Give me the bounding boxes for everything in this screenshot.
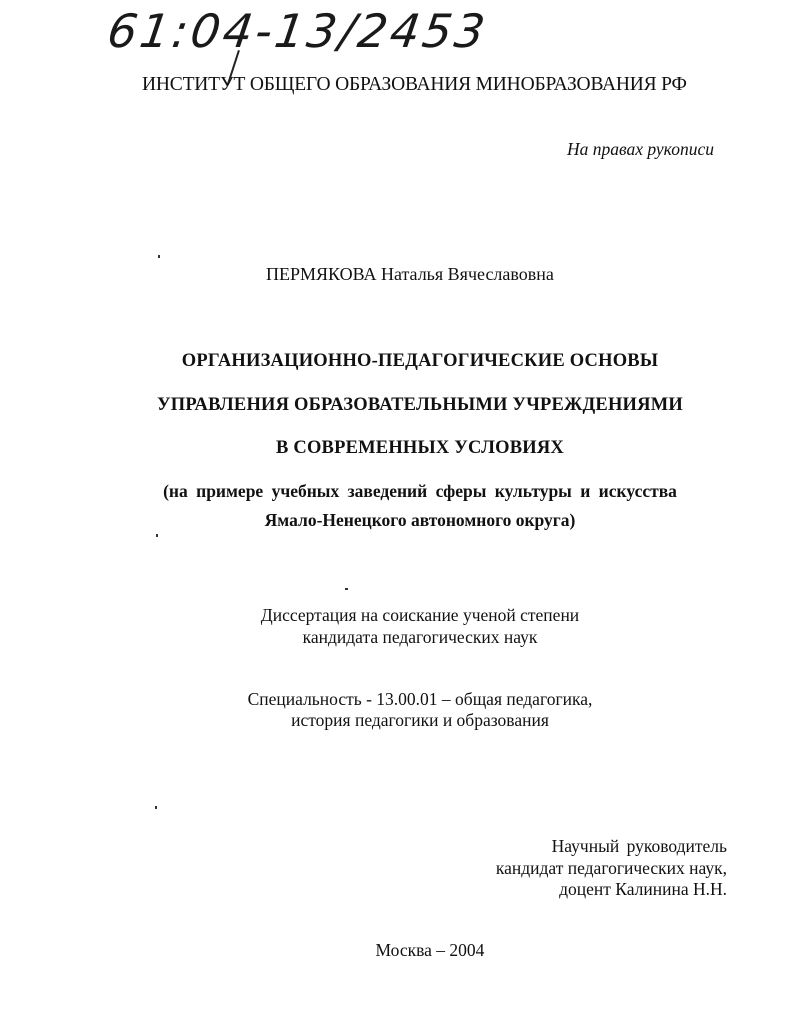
- thesis-title-line-3: В СОВРЕМЕННЫХ УСЛОВИЯХ: [276, 438, 564, 458]
- degree-line-2: кандидата педагогических наук: [302, 627, 538, 647]
- thesis-subtitle-line-1: (на примере учебных заведений сферы культуры и искусства: [163, 481, 677, 501]
- degree-line-1: Диссертация на соискание ученой степени: [260, 605, 580, 625]
- scan-speck: [345, 588, 348, 590]
- specialty-line-1: Специальность - 13.00.01 – общая педагогика,: [247, 689, 593, 709]
- handwritten-catalog-number: 61:04-13/2453: [104, 4, 492, 58]
- supervisor-degree: кандидат педагогических наук,: [495, 858, 727, 878]
- scan-speck: [158, 255, 160, 258]
- specialty-line-2: история педагогики и образования: [291, 710, 549, 730]
- institute-name: ИНСТИТУТ ОБЩЕГО ОБРАЗОВАНИЯ МИНОБРАЗОВАНИЯ РФ: [142, 74, 687, 95]
- thesis-title-line-2: УПРАВЛЕНИЯ ОБРАЗОВАТЕЛЬНЫМИ УЧРЕЖДЕНИЯМИ: [157, 395, 683, 415]
- thesis-subtitle-line-2: Ямало-Ненецкого автономного округа): [264, 510, 576, 530]
- city-year: Москва – 2004: [375, 940, 485, 960]
- supervisor-name: доцент Калинина Н.Н.: [559, 879, 727, 899]
- supervisor-label: Научный руководитель: [551, 836, 727, 856]
- rights-notice: На правах рукописи: [567, 139, 714, 159]
- thesis-title-line-1: ОРГАНИЗАЦИОННО-ПЕДАГОГИЧЕСКИЕ ОСНОВЫ: [181, 351, 659, 371]
- scan-speck: [155, 806, 157, 809]
- author-name: ПЕРМЯКОВА Наталья Вячеславовна: [266, 264, 554, 284]
- scan-speck: [156, 534, 158, 537]
